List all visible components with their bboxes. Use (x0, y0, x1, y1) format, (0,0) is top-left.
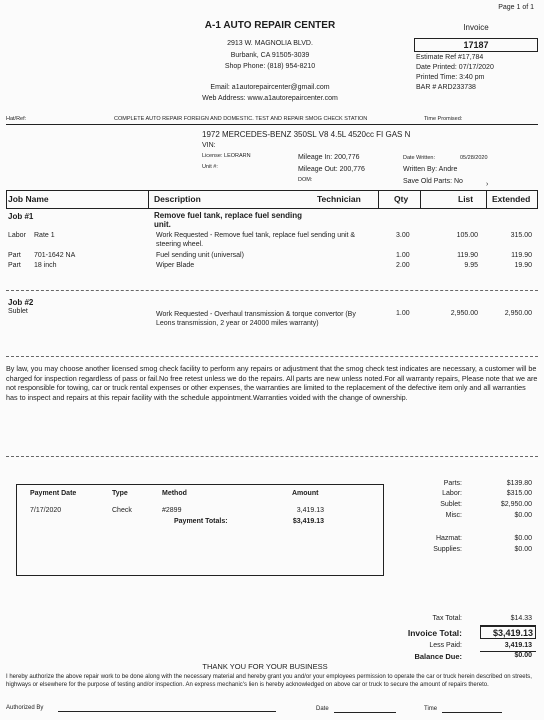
hat-ref-label: Hat/Ref: (6, 116, 27, 122)
payment-totals-label: Payment Totals: (174, 518, 228, 525)
time-promised-label: Time Promised: (424, 116, 463, 122)
tax-total: $14.33 (510, 615, 532, 622)
col-job-name: Job Name (8, 194, 49, 204)
balance-due: $0.00 (514, 652, 532, 659)
col-technician: Technician (317, 194, 361, 204)
section-divider (6, 456, 538, 457)
header-cell-border (6, 190, 7, 208)
time-line[interactable] (442, 712, 502, 713)
job-heading: Remove fuel tank, replace fuel sending unit. (154, 211, 303, 229)
line-qty: 1.00 (396, 310, 410, 317)
parts-label: Parts: (443, 480, 462, 487)
page-label: Page 1 of 1 (498, 4, 534, 11)
payment-method: #2899 (162, 507, 182, 514)
time-printed: Printed Time: 3:40 pm (416, 74, 485, 81)
supplies-total: $0.00 (514, 546, 532, 553)
payment-totals: $3,419.13 (292, 518, 324, 525)
date-written: 05/28/2020 (460, 155, 488, 161)
line-qty: 1.00 (396, 252, 410, 259)
less-paid-label: Less Paid: (429, 642, 462, 649)
line-list: 105.00 (456, 232, 478, 239)
items-end-divider (6, 356, 538, 357)
header-cell-border (148, 190, 149, 208)
payment-method-header: Method (162, 490, 187, 497)
authorized-by-label: Authorized By (6, 705, 44, 711)
line-qty: 2.00 (396, 262, 410, 269)
job-divider (6, 290, 538, 291)
mileage-in: Mileage In: 200,776 (298, 154, 360, 161)
line-list: 119.90 (457, 252, 478, 259)
payments-box (16, 484, 384, 576)
invoice-total: $3,419.13 (492, 628, 533, 638)
line-type: Part (8, 262, 21, 269)
mileage-out: Mileage Out: 200,776 (298, 166, 365, 173)
job-title: Job #2 (8, 298, 34, 307)
thank-you: THANK YOU FOR YOUR BUSINESS (202, 662, 328, 671)
line-code: Rate 1 (34, 232, 55, 239)
company-tagline: COMPLETE AUTO REPAIR FOREIGN AND DOMESTIC. TEST AND REPAIR SMOG CHECK STATION (114, 116, 368, 122)
col-list: List (458, 194, 474, 204)
line-list: 9.95 (464, 262, 478, 269)
company-phone: Shop Phone: (818) 954-8210 (224, 63, 316, 70)
misc-total: $0.00 (514, 512, 532, 519)
vehicle-description: 1972 MERCEDES-BENZ 350SL V8 4.5L 4520cc FI GAS N (202, 130, 411, 139)
bar-number: BAR # ARD233738 (416, 84, 476, 91)
authorized-by-line[interactable] (58, 711, 276, 712)
line-description: Wiper Blade (156, 262, 195, 269)
header-cell-border (420, 190, 421, 208)
line-description: Work Requested - Remove fuel tank, replace fuel sending unit & steering wheel. (156, 232, 356, 248)
estimate-ref: Estimate Ref #17,784 (416, 54, 484, 61)
invoice-label: Invoice (463, 23, 489, 32)
time-label: Time (424, 706, 438, 712)
date-line[interactable] (334, 712, 396, 713)
line-code: 701-1642 NA (34, 252, 76, 259)
vehicle-license: License: LEORARN (202, 153, 251, 159)
invoice-number: 17187 (463, 40, 489, 50)
misc-label: Misc: (445, 512, 462, 519)
sublet-total: $2,950.00 (500, 501, 532, 508)
table-header-rule (6, 208, 538, 209)
line-extended: 19.90 (514, 262, 532, 269)
line-extended: 2,950.00 (504, 310, 532, 317)
payment-date-header: Payment Date (30, 490, 77, 497)
line-description: Fuel sending unit (universal) (156, 252, 244, 259)
table-top-rule (6, 190, 538, 191)
less-paid: 3,419.13 (504, 642, 532, 649)
header-cell-border (378, 190, 379, 208)
arrow-icon: › (486, 181, 489, 188)
line-type: Labor (8, 232, 26, 239)
payment-type: Check (112, 507, 132, 514)
line-extended: 119.90 (511, 252, 532, 259)
hazmat-total: $0.00 (514, 535, 532, 542)
invoice-total-label: Invoice Total: (407, 628, 462, 638)
line-code: 18 inch (34, 262, 57, 269)
vehicle-unit: Unit #: (202, 164, 218, 170)
payment-amount: 3,419.13 (296, 507, 324, 514)
header-cell-border (537, 190, 538, 208)
tax-label: Tax Total: (432, 615, 462, 622)
col-qty: Qty (394, 194, 409, 204)
date-written-label: Date Written: (403, 155, 435, 161)
labor-label: Labor: (442, 490, 462, 497)
payment-amount-header: Amount (292, 490, 319, 497)
authorization-text: I hereby authorize the above repair work to be done along with the necessary material and hereby grant you and/or your employees permission to operate the car or truck herein described on streets, highways or elsewhere for the purpose of testing and/or inspection. An express mechanic's lien is hereby acknowledged on above car or truck to secure the amount of repairs thereto. (6, 674, 532, 688)
line-qty: 3.00 (396, 232, 410, 239)
dom-label: DOM: (298, 177, 313, 183)
job-title: Job #1 (8, 212, 34, 221)
company-address1: 2913 W. MAGNOLIA BLVD. (227, 40, 313, 47)
company-email: Email: a1autorepaircenter@gmail.com (210, 84, 330, 91)
col-extended: Extended (492, 194, 531, 204)
line-list: 2,950.00 (450, 310, 478, 317)
header-cell-border (486, 190, 487, 208)
line-extended: 315.00 (510, 232, 532, 239)
balance-due-label: Balance Due: (414, 652, 462, 661)
date-label: Date (316, 706, 329, 712)
job-sub: Sublet (8, 308, 28, 315)
vehicle-vin: VIN: (202, 142, 216, 149)
save-old-parts: Save Old Parts: No (403, 178, 463, 185)
line-description: Work Requested - Overhaul transmission & torque convertor (By Leons transmission, 2 year or 24000 miles warranty) (156, 311, 356, 327)
supplies-label: Supplies: (433, 546, 462, 553)
labor-total: $315.00 (506, 490, 532, 497)
company-name: A-1 AUTO REPAIR CENTER (204, 20, 336, 31)
written-by: Written By: Andre (403, 166, 458, 173)
payment-type-header: Type (112, 490, 128, 497)
company-web: Web Address: www.a1autorepaircenter.com (202, 95, 338, 102)
hazmat-label: Hazmat: (435, 535, 462, 542)
col-description: Description (154, 194, 201, 204)
parts-total: $139.80 (506, 480, 532, 487)
payment-date: 7/17/2020 (30, 507, 62, 514)
sublet-label: Sublet: (440, 501, 462, 508)
line-type: Part (8, 252, 21, 259)
disclaimer-text: By law, you may choose another licensed smog check facility to perform any repairs or adjustment that the smog check test indicates are necessary, a customer will be charged for inspection regardless of pass or fail.No free retest unless we do the repairs. All parts are new unless noted.For all warranty repairs, Please note that we are not responsible for towing, car or truck rental expenses or other expenses, the warranties are limited to the replacement of the defective item only and all warranties has to inspect and repairs at this repair facility with the schedule appointment.Warranties voided with the change of ownership. (6, 364, 538, 402)
company-address2: Burbank, CA 91505-3039 (230, 52, 310, 59)
header-divider (6, 124, 538, 125)
date-printed: Date Printed: 07/17/2020 (416, 64, 494, 71)
